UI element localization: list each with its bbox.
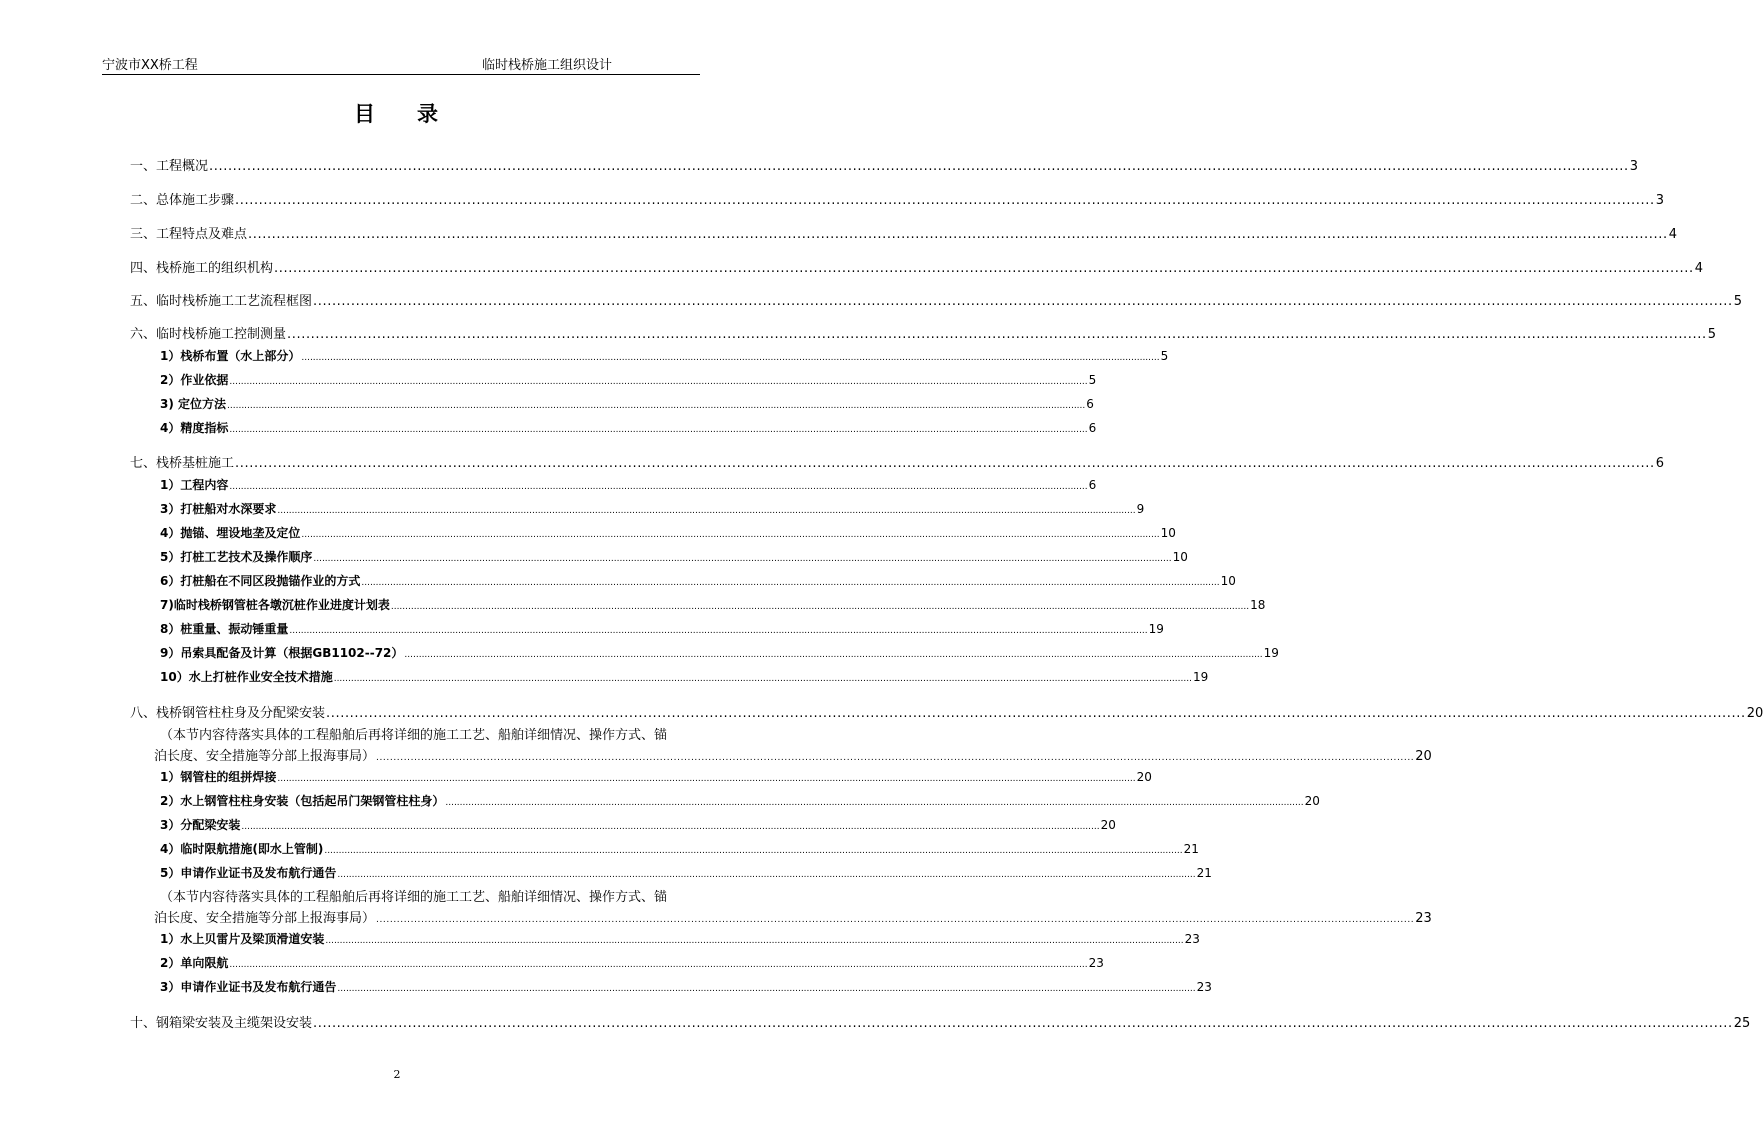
toc-leader-dots: ............................................................................................................................................................................................................................................................................................................: [229, 960, 1088, 970]
toc-entry-label: 3）打桩船对水深要求: [160, 502, 277, 516]
toc-entry-page: 23: [1196, 980, 1212, 994]
toc-leader-dots: ............................................................................................................................................................................................................................................................................................................: [390, 602, 1250, 612]
toc-leader-dots: ............................................................................................................................................................................................................................................................................................................: [376, 915, 1415, 925]
toc-subsection-entry[interactable]: [160, 668, 1209, 685]
toc-entry-label: 2）单向限航: [160, 956, 229, 970]
toc-entry-label: 9）吊索具配备及计算（根据GB1102--72）: [160, 646, 404, 660]
toc-entry-label: 5）打桩工艺技术及操作顺序: [160, 550, 313, 564]
toc-leader-dots: ............................................................................................................................................................................................................................................................................................................: [277, 774, 1136, 784]
toc-leader-dots: ............................................................................................................................................................................................................................................................................................................: [376, 753, 1415, 763]
toc-leader-dots: ............................................................................................................................................................................................................................................................................................................: [235, 193, 1655, 208]
toc-section-entry[interactable]: [130, 290, 1742, 309]
toc-leader-dots: ............................................................................................................................................................................................................................................................................................................: [404, 650, 1263, 660]
toc-leader-dots: ............................................................................................................................................................................................................................................................................................................: [229, 425, 1088, 435]
page-title-char-2: 录: [417, 101, 440, 126]
toc-subsection-entry[interactable]: [160, 524, 1176, 541]
toc-entry-page: 5: [1088, 373, 1097, 387]
toc-entry-label: 五、临时栈桥施工工艺流程框图: [130, 294, 313, 309]
toc-subsection-entry[interactable]: [160, 930, 1200, 947]
toc-entry-label: 3）分配梁安装: [160, 818, 241, 832]
toc-entry-page: 5: [1733, 294, 1742, 309]
toc-entry-page: 20: [1415, 749, 1432, 764]
toc-entry-label: 1）水上贝雷片及梁顶滑道安装: [160, 932, 325, 946]
toc-entry-label: 一、工程概况: [130, 159, 209, 174]
toc-entry-label: 2）作业依据: [160, 373, 229, 387]
toc-entry-label: 七、栈桥基桩施工: [130, 456, 235, 471]
toc-entry-page: 20: [1100, 818, 1116, 832]
toc-note-line: （本节内容待落实具体的工程船舶后再将详细的施工工艺、船舶详细情况、操作方式、锚: [160, 728, 668, 743]
toc-subsection-entry[interactable]: [160, 978, 1212, 995]
toc-entry-label: 10）水上打桩作业安全技术措施: [160, 670, 333, 684]
toc-entry-page: 25: [1733, 1016, 1751, 1031]
toc-section-entry[interactable]: [130, 702, 1763, 721]
page-title-char-1: 目: [354, 101, 377, 126]
toc-section-entry[interactable]: [130, 257, 1703, 276]
toc-leader-dots: ............................................................................................................................................................................................................................................................................................................: [333, 674, 1192, 684]
toc-leader-dots: ............................................................................................................................................................................................................................................................................................................: [274, 261, 1694, 276]
toc-leader-dots: ............................................................................................................................................................................................................................................................................................................: [337, 984, 1196, 994]
toc-subsection-entry[interactable]: [160, 596, 1266, 613]
toc-leader-dots: ............................................................................................................................................................................................................................................................................................................: [313, 1016, 1733, 1031]
toc-section-entry[interactable]: [130, 155, 1638, 174]
toc-subsection-entry[interactable]: [160, 644, 1279, 661]
toc-entry-label: 3）申请作业证书及发布航行通告: [160, 980, 337, 994]
toc-leader-dots: ............................................................................................................................................................................................................................................................................................................: [241, 822, 1100, 832]
toc-entry-label: 1）钢管柱的组拼焊接: [160, 770, 277, 784]
header-document-name: 临时栈桥施工组织设计: [482, 58, 613, 73]
toc-subsection-entry[interactable]: [160, 548, 1188, 565]
toc-leader-dots: ............................................................................................................................................................................................................................................................................................................: [337, 870, 1196, 880]
toc-entry-page: 19: [1192, 670, 1209, 684]
toc-entry-label: 二、总体施工步骤: [130, 193, 235, 208]
toc-subsection-entry[interactable]: [160, 572, 1236, 589]
toc-note-entry[interactable]: [154, 907, 1432, 926]
toc-entry-label: 3) 定位方法: [160, 397, 227, 411]
toc-leader-dots: ............................................................................................................................................................................................................................................................................................................: [287, 327, 1707, 342]
toc-section-entry[interactable]: [130, 452, 1664, 471]
toc-subsection-entry[interactable]: [160, 768, 1152, 785]
toc-entry-label: 8）桩重量、振动锤重量: [160, 622, 289, 636]
toc-entry-page: 10: [1220, 574, 1236, 588]
toc-entry-page: 4: [1668, 227, 1677, 242]
toc-entry-page: 21: [1183, 842, 1199, 856]
toc-entry-label: 4）临时限航措施(即水上管制): [160, 842, 324, 856]
toc-leader-dots: ............................................................................................................................................................................................................................................................................................................: [313, 554, 1172, 564]
toc-entry-page: 23: [1184, 932, 1200, 946]
toc-entry-page: 3: [1629, 159, 1638, 174]
toc-entry-page: 23: [1415, 911, 1432, 926]
toc-section-entry[interactable]: [130, 223, 1677, 242]
toc-entry-page: 5: [1707, 327, 1716, 342]
toc-section-entry[interactable]: [130, 323, 1716, 342]
toc-subsection-entry[interactable]: [160, 347, 1169, 364]
toc-subsection-entry[interactable]: [160, 500, 1145, 517]
toc-leader-dots: ............................................................................................................................................................................................................................................................................................................: [229, 482, 1088, 492]
toc-leader-dots: ............................................................................................................................................................................................................................................................................................................: [235, 456, 1655, 471]
toc-entry-label: 三、工程特点及难点: [130, 227, 248, 242]
toc-entry-label: 5）申请作业证书及发布航行通告: [160, 866, 337, 880]
toc-leader-dots: ............................................................................................................................................................................................................................................................................................................: [324, 846, 1183, 856]
toc-leader-dots: ............................................................................................................................................................................................................................................................................................................: [209, 159, 1629, 174]
toc-entry-label: 4）抛锚、埋设地垄及定位: [160, 526, 301, 540]
toc-entry-page: 20: [1746, 706, 1763, 721]
toc-entry-page: 10: [1172, 550, 1188, 564]
toc-subsection-entry[interactable]: [160, 419, 1097, 436]
toc-entry-label: 1）栈桥布置（水上部分）: [160, 349, 301, 363]
toc-entry-label: 泊长度、安全措施等分部上报海事局）: [154, 911, 376, 926]
toc-subsection-entry[interactable]: [160, 476, 1097, 493]
toc-entry-page: 20: [1136, 770, 1152, 784]
toc-subsection-entry[interactable]: [160, 816, 1116, 833]
toc-subsection-entry[interactable]: [160, 840, 1199, 857]
toc-entry-page: 6: [1088, 421, 1097, 435]
toc-entry-label: 4）精度指标: [160, 421, 229, 435]
toc-entry-page: 6: [1086, 397, 1094, 411]
toc-leader-dots: ............................................................................................................................................................................................................................................................................................................: [325, 936, 1184, 946]
toc-entry-page: 19: [1148, 622, 1164, 636]
toc-leader-dots: ............................................................................................................................................................................................................................................................................................................: [361, 578, 1220, 588]
page-number: 2: [393, 1068, 401, 1081]
toc-section-entry[interactable]: [130, 189, 1664, 208]
toc-entry-page: 10: [1160, 526, 1176, 540]
toc-entry-page: 3: [1655, 193, 1664, 208]
toc-entry-page: 18: [1250, 598, 1266, 612]
toc-note-line: （本节内容待落实具体的工程船舶后再将详细的施工工艺、船舶详细情况、操作方式、锚: [160, 890, 668, 905]
toc-leader-dots: ............................................................................................................................................................................................................................................................................................................: [277, 506, 1136, 516]
toc-leader-dots: ............................................................................................................................................................................................................................................................................................................: [445, 798, 1304, 808]
toc-entry-page: 19: [1263, 646, 1279, 660]
toc-entry-label: 6）打桩船在不同区段抛锚作业的方式: [160, 574, 361, 588]
toc-entry-label: 八、栈桥钢管柱柱身及分配梁安装: [130, 706, 326, 721]
toc-entry-label: 1）工程内容: [160, 478, 229, 492]
toc-entry-page: 6: [1088, 478, 1097, 492]
toc-subsection-entry[interactable]: [160, 620, 1164, 637]
toc-entry-page: 5: [1160, 349, 1169, 363]
toc-subsection-entry[interactable]: [160, 371, 1097, 388]
toc-entry-label: 7)临时栈桥钢管桩各墩沉桩作业进度计划表: [160, 598, 390, 612]
toc-entry-page: 23: [1088, 956, 1104, 970]
toc-subsection-entry[interactable]: [160, 864, 1212, 881]
toc-entry-page: 20: [1304, 794, 1320, 808]
toc-leader-dots: ............................................................................................................................................................................................................................................................................................................: [301, 530, 1160, 540]
toc-entry-page: 9: [1136, 502, 1145, 516]
toc-leader-dots: ............................................................................................................................................................................................................................................................................................................: [248, 227, 1668, 242]
toc-section-entry[interactable]: [130, 1012, 1751, 1031]
toc-entry-label: 十、钢箱梁安装及主缆架设安装: [130, 1016, 313, 1031]
toc-entry-page: 4: [1694, 261, 1703, 276]
toc-leader-dots: ............................................................................................................................................................................................................................................................................................................: [227, 401, 1086, 411]
toc-leader-dots: ............................................................................................................................................................................................................................................................................................................: [229, 377, 1088, 387]
toc-entry-page: 6: [1655, 456, 1664, 471]
toc-note-entry[interactable]: [154, 745, 1432, 764]
toc-leader-dots: ............................................................................................................................................................................................................................................................................................................: [289, 626, 1148, 636]
toc-subsection-entry[interactable]: [160, 395, 1094, 412]
toc-entry-label: 六、临时栈桥施工控制测量: [130, 327, 287, 342]
toc-subsection-entry[interactable]: [160, 954, 1104, 971]
toc-leader-dots: ............................................................................................................................................................................................................................................................................................................: [301, 353, 1160, 363]
toc-entry-label: 四、栈桥施工的组织机构: [130, 261, 274, 276]
header-project-name: 宁波市XX桥工程: [102, 58, 198, 73]
toc-leader-dots: ............................................................................................................................................................................................................................................................................................................: [326, 706, 1746, 721]
toc-entry-label: 泊长度、安全措施等分部上报海事局）: [154, 749, 376, 764]
toc-entry-page: 21: [1196, 866, 1212, 880]
toc-entry-label: 2）水上钢管柱柱身安装（包括起吊门架钢管柱柱身）: [160, 794, 445, 808]
toc-subsection-entry[interactable]: [160, 792, 1320, 809]
toc-leader-dots: ............................................................................................................................................................................................................................................................................................................: [313, 294, 1733, 309]
